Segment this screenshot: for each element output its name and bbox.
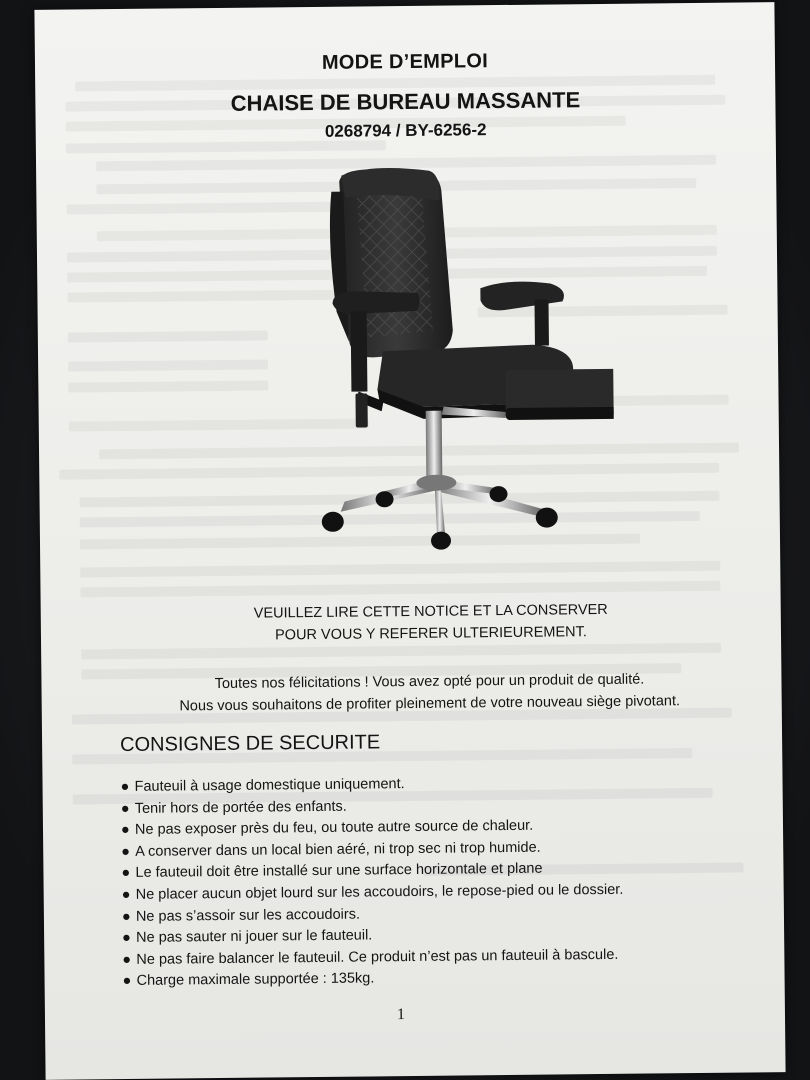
greeting-line-2: Nous vous souhaitons de profiter pleinement de votre nouveau siège pivotant. (179, 693, 681, 715)
list-item: ● Charge maximale supportée : 135kg. (122, 966, 624, 993)
greeting-line-1: Toutes nos félicitations ! Vous avez opté pour un produit de qualité. (214, 671, 645, 693)
doc-type-title: MODE D’EMPLOI (321, 50, 489, 74)
manual-page (34, 2, 785, 1080)
safety-instructions-list (120, 772, 624, 993)
list-item: ● Fauteuil à usage domestique uniquement. (120, 772, 622, 799)
bullet-icon: ● (121, 865, 131, 882)
bullet-icon: ● (120, 800, 130, 817)
bullet-icon: ● (121, 908, 131, 925)
list-item: ● Ne placer aucun objet lourd sur les accoudoirs, le repose-pied ou le dossier. (122, 880, 624, 907)
product-title: CHAISE DE BUREAU MASSANTE (230, 87, 581, 116)
list-item: ● Le fauteuil doit être installé sur une surface horizontale et plane (121, 858, 623, 885)
bullet-icon: ● (122, 930, 131, 947)
notice-line-1: VEUILLEZ LIRE CETTE NOTICE ET LA CONSERVER (253, 601, 608, 622)
product-reference: 0268794 / BY-6256-2 (324, 120, 487, 141)
bullet-icon: ● (120, 778, 130, 796)
list-item: ● Ne pas exposer près du feu, ou toute autre source de chaleur. (121, 815, 623, 842)
list-item: ● Ne pas sauter ni jouer sur le fauteuil. (122, 923, 624, 950)
notice-line-2: POUR VOUS Y REFERER ULTERIEUREMENT. (274, 624, 587, 644)
page-number: 1 (396, 1006, 406, 1024)
bullet-icon: ● (121, 886, 131, 904)
list-item: ● Ne pas faire balancer le fauteuil. Ce produit n’est pas un fauteuil à bascule. (122, 945, 624, 972)
list-item: ● Tenir hors de portée des enfants. (121, 793, 623, 820)
office-chair-illustration (271, 159, 615, 553)
bullet-icon: ● (122, 951, 132, 968)
list-item: ● Ne pas s’assoir sur les accoudoirs. (122, 901, 624, 928)
safety-section-title: CONSIGNES DE SECURITE (120, 731, 381, 757)
bullet-icon: ● (122, 973, 132, 990)
bullet-icon: ● (120, 822, 130, 839)
bullet-icon: ● (121, 843, 131, 860)
list-item: ● A conserver dans un local bien aéré, ni trop sec ni trop humide. (121, 837, 623, 864)
